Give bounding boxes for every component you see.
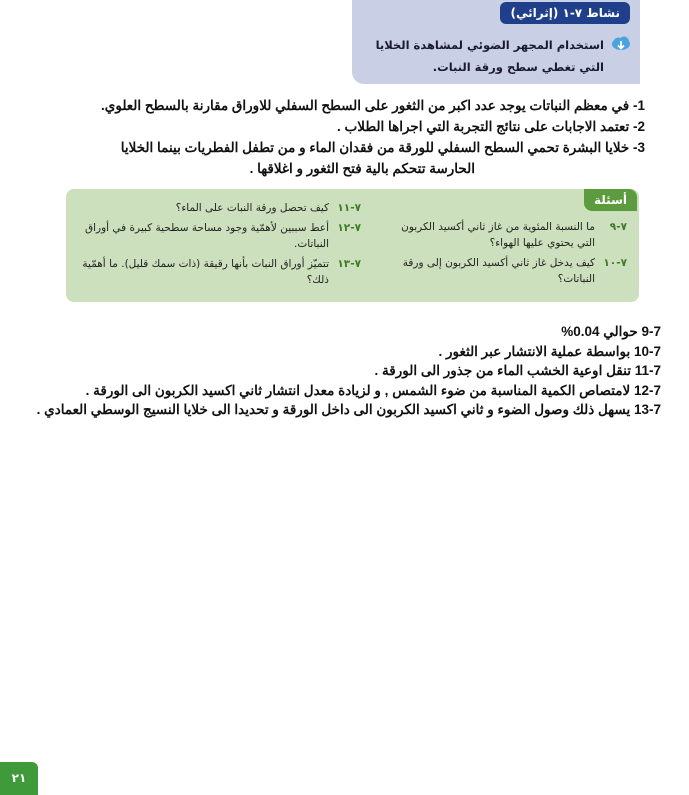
answer-line: 13-7 يسهل ذلك وصول الضوء و ثاني اكسيد الكربون الى داخل الورقة و تحديدا الى خلايا النسيج الوسطي العمادي . <box>36 402 661 417</box>
question-text: تتميّز أوراق النبات بأنها رقيقة (ذات سمك قليل). ما أهمّية ذلك؟ <box>82 258 329 286</box>
answer-line: 10-7 بواسطة عملية الانتشار عبر الثغور . <box>438 343 661 359</box>
answers-part2 <box>21 322 661 420</box>
question-text: كيف تحصل ورقة النبات على الماء؟ <box>175 202 329 214</box>
answer-line: 2- تعتمد الاجابات على نتائج التجربة التي اجراها الطلاب . <box>337 119 645 134</box>
question-number: ٧-١١ <box>337 202 361 214</box>
answers-part1 <box>55 95 645 179</box>
answer-line: 1- في معظم النباتات يوجد عدد اكبر من الثغور على السطح السفلي للاوراق مقارنة بالسطح العلوي. <box>101 98 645 113</box>
question-item <box>399 219 627 251</box>
question-item <box>75 256 361 288</box>
question-text: كيف يدخل غاز ثاني أكسيد الكربون إلى ورقة النباتات؟ <box>402 257 595 285</box>
activity-tab-label: نشاط ٧-١ (إثرائي) <box>500 2 630 24</box>
activity-box <box>352 0 640 84</box>
cloud-download-icon <box>610 35 632 53</box>
answer-line: 9-7 حوالي 0.04% <box>561 324 661 339</box>
question-item <box>75 220 361 252</box>
answer-line: 12-7 لامتصاص الكمية المناسبة من ضوء الشمس , و لزيادة معدل انتشار ثاني اكسيد الكربون الى الورقة . <box>85 382 661 398</box>
question-text: أعط سببين لأهمّية وجود مساحة سطحية كبيرة في أوراق النباتات. <box>84 222 329 250</box>
questions-left-column <box>75 200 361 292</box>
activity-description: استخدام المجهر الضوئي لمشاهدة الخلايا التي تغطي سطح ورقة النبات. <box>375 38 604 74</box>
question-text: ما النسبة المئوية من غاز ثاني أكسيد الكربون التي يحتوي عليها الهواء؟ <box>401 221 595 249</box>
question-item <box>75 200 361 216</box>
answer-line: 3- خلايا البشرة تحمي السطح السفلي للورقة من فقدان الماء و من تطفل الفطريات بينما الخلايا <box>120 140 645 155</box>
questions-right-column <box>399 219 627 291</box>
question-item <box>399 255 627 287</box>
question-number: ٧-١٢ <box>337 222 361 234</box>
answer-line: 11-7 تنقل اوعية الخشب الماء من جذور الى الورقة . <box>374 363 661 378</box>
question-number: ٧-١٠ <box>603 257 627 269</box>
page-number: ٢١ <box>0 762 38 795</box>
answer-line: الحارسة تتحكم بالية فتح الثغور و اغلاقها . <box>249 161 475 176</box>
question-number: ٧-٩ <box>609 221 627 233</box>
questions-tab-label: أسئلة <box>584 189 637 211</box>
questions-box <box>66 189 639 302</box>
question-number: ٧-١٣ <box>337 258 361 270</box>
